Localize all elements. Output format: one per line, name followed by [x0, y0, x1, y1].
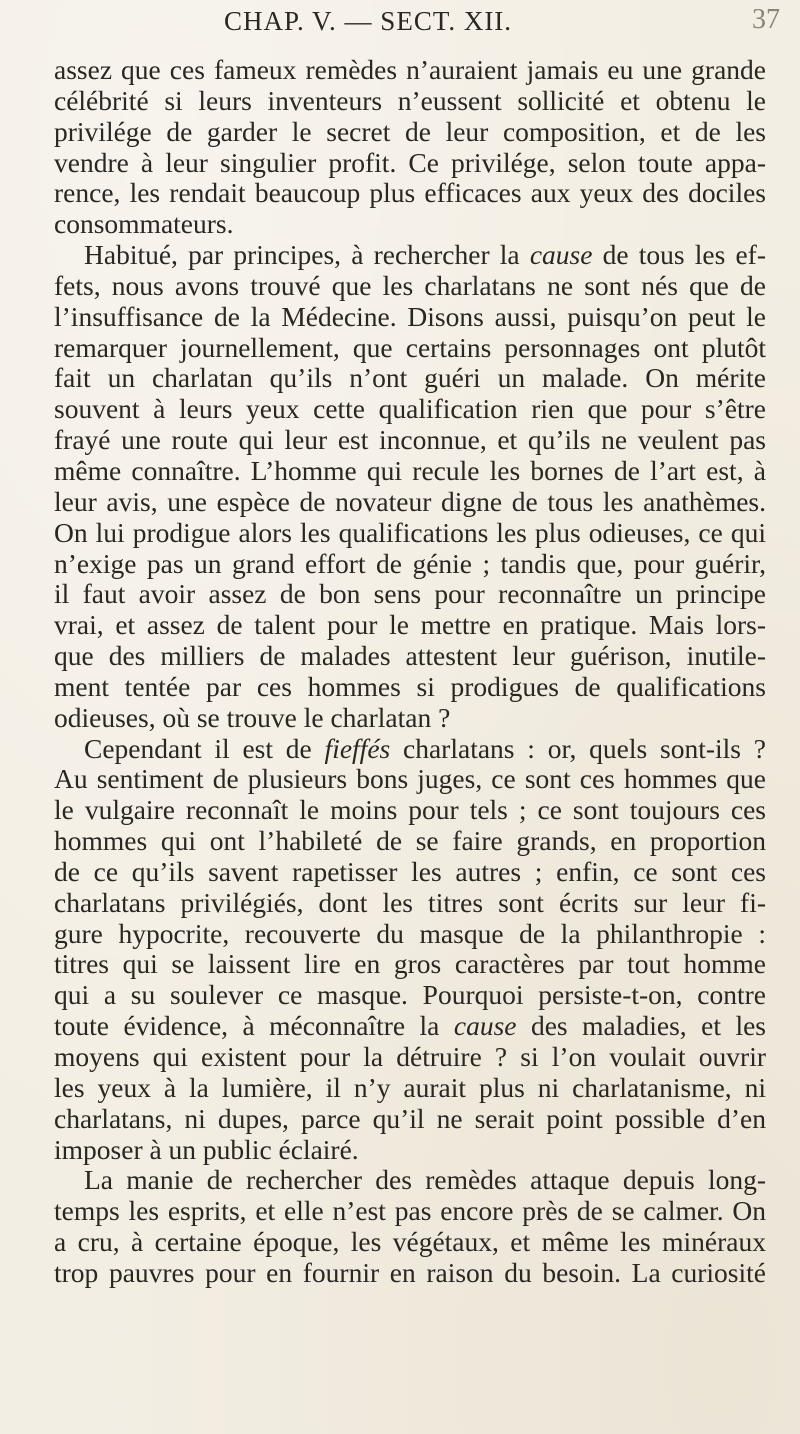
running-head: CHAP. V. — SECT. XII.	[224, 6, 513, 36]
text-line: il faut avoir assez de bon sens pour reconnaître un principe	[54, 578, 766, 610]
line-text: Cependant il est de	[84, 732, 325, 764]
text-line: l’insuffisance de la Médecine. Disons aussi, puisqu’on peut le	[54, 300, 766, 332]
text-line: rence, les rendait beaucoup plus efficaces aux yeux des dociles	[54, 177, 766, 209]
text-line: temps les esprits, et elle n’est pas encore près de se calmer. On	[54, 1195, 766, 1227]
line-text: de tous les ef-	[592, 239, 766, 271]
text-line: ment tentée par ces hommes si prodigues de qualifications	[54, 670, 766, 702]
text-line	[54, 240, 766, 271]
text-line: a cru, à certaine époque, les végétaux, et même les minéraux	[54, 1226, 766, 1258]
text-line: odieuses, où se trouve le charlatan ?	[54, 701, 451, 733]
text-line: consommateurs.	[54, 208, 234, 240]
text-line: fait un charlatan qu’ils n’ont guéri un malade. On mérite	[54, 362, 766, 394]
text-line: frayé une route qui leur est inconnue, et qu’ils ne veulent pas	[54, 424, 766, 456]
text-line: vendre à leur singulier profit. Ce privilége, selon toute appa-	[54, 146, 766, 178]
page-number: 37	[752, 4, 780, 35]
text-line: les yeux à la lumière, il n’y aurait plus ni charlatanisme, ni	[54, 1071, 766, 1103]
text-line: charlatans privilégiés, dont les titres sont écrits sur leur fi-	[54, 886, 766, 918]
text-line: le vulgaire reconnaît le moins pour tels ; ce sont toujours ces	[54, 794, 766, 826]
text-line: même connaître. L’homme qui recule les bornes de l’art est, à	[54, 454, 766, 486]
text-line: que des milliers de malades attestent leur guérison, inutile-	[54, 640, 766, 672]
text-line	[54, 734, 766, 765]
emphasized-word: fieffés	[324, 732, 391, 764]
page-header	[0, 4, 800, 44]
text-line: qui a su soulever ce masque. Pourquoi persiste-t-on, contre	[54, 979, 766, 1011]
text-line	[54, 1011, 766, 1042]
emphasized-word: cause	[529, 239, 593, 271]
text-line: On lui prodigue alors les qualifications les plus odieuses, ce qui	[54, 516, 766, 548]
line-text: toute évidence, à méconnaître la	[54, 1010, 454, 1042]
text-line: fets, nous avons trouvé que les charlatans ne sont nés que de	[54, 269, 766, 301]
text-line: assez que ces fameux remèdes n’auraient jamais eu une grande	[54, 54, 766, 85]
emphasized-word: cause	[453, 1010, 517, 1042]
text-line: souvent à leurs yeux cette qualification rien que pour s’être	[54, 393, 766, 425]
line-text: Habitué, par principes, à rechercher la	[84, 239, 530, 271]
text-line: remarquer journellement, que certains personnages ont plutôt	[54, 331, 766, 363]
text-line: gure hypocrite, recouverte du masque de la philanthropie :	[54, 917, 766, 949]
text-line: célébrité si leurs inventeurs n’eussent sollicité et obtenu le	[54, 84, 766, 116]
text-line: moyens qui existent pour la détruire ? si l’on voulait ouvrir	[54, 1041, 766, 1072]
text-line: privilége de garder le secret de leur composition, et de les	[54, 115, 766, 147]
text-line: Au sentiment de plusieurs bons juges, ce sont ces hommes que	[54, 763, 766, 795]
text-line: charlatans, ni dupes, parce qu’il ne serait point possible d’en	[54, 1102, 766, 1134]
text-line: leur avis, une espèce de novateur digne de tous les anathèmes.	[54, 485, 766, 517]
text-line: trop pauvres pour en fournir en raison du besoin. La curiosité	[54, 1256, 766, 1288]
text-line: de ce qu’ils savent rapetisser les autres ; enfin, ce sont ces	[54, 855, 766, 887]
text-line: hommes qui ont l’habileté de se faire grands, en proportion	[54, 825, 766, 857]
body-text	[54, 55, 766, 1289]
line-text: charlatans : or, quels sont-ils ?	[390, 732, 766, 764]
text-line: n’exige pas un grand effort de génie ; tandis que, pour guérir,	[54, 547, 766, 579]
text-line: titres qui se laissent lire en gros caractères par tout homme	[54, 948, 766, 980]
line-text: des maladies, et les	[516, 1010, 767, 1042]
text-line: imposer à un public éclairé.	[54, 1133, 359, 1165]
text-line: La manie de rechercher des remèdes attaque depuis long-	[84, 1164, 766, 1196]
text-line: vrai, et assez de talent pour le mettre en pratique. Mais lors-	[54, 609, 766, 641]
